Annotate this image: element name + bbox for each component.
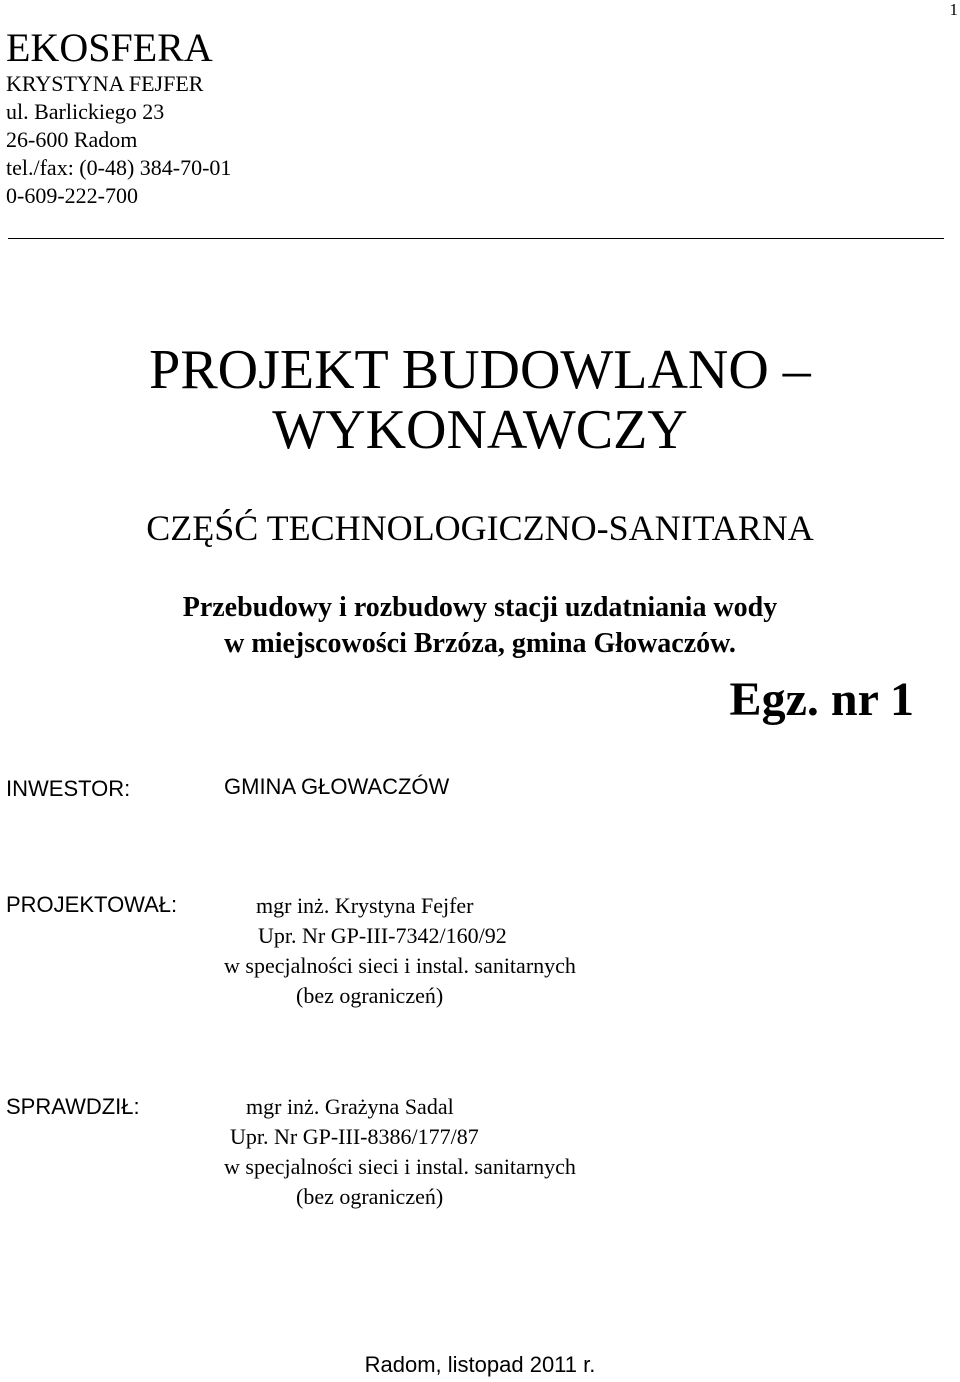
designer-label: PROJEKTOWAŁ: (6, 892, 178, 917)
header-divider (8, 238, 944, 239)
checker-block (224, 1092, 576, 1212)
description-line-1: Przebudowy i rozbudowy stacji uzdatniania wody (182, 592, 778, 623)
checker-license: Upr. Nr GP-III-8386/177/87 (230, 1124, 479, 1149)
copy-number: Egz. nr 1 (729, 673, 914, 726)
description-line-2: w miejscowości Brzóza, gmina Głowaczów. (224, 628, 736, 659)
designer-license: Upr. Nr GP-III-7342/160/92 (258, 923, 507, 948)
checker-scope: (bez ograniczeń) (296, 1184, 444, 1209)
document-title (0, 340, 960, 460)
title-line-2: WYKONAWCZY (272, 399, 688, 461)
place-date-footer: Radom, listopad 2011 r. (364, 1352, 596, 1377)
designer-scope: (bez ograniczeń) (296, 983, 444, 1008)
designer-block (224, 891, 576, 1011)
title-line-1: PROJEKT BUDOWLANO – (149, 339, 811, 401)
project-description (0, 590, 960, 662)
investor-label: INWESTOR: (6, 776, 131, 801)
company-header (6, 25, 232, 210)
company-city: 26-600 Radom (6, 127, 138, 152)
company-name: EKOSFERA (6, 25, 213, 70)
checker-label: SPRAWDZIŁ: (6, 1094, 140, 1119)
designer-name: mgr inż. Krystyna Fejfer (256, 893, 474, 918)
company-mobile: 0-609-222-700 (6, 183, 138, 208)
company-street: ul. Barlickiego 23 (6, 99, 165, 124)
company-owner: KRYSTYNA FEJFER (6, 71, 204, 96)
company-phone-fax: tel./fax: (0-48) 384-70-01 (6, 155, 232, 180)
checker-specialty: w specjalności sieci i instal. sanitarnych (224, 1154, 576, 1179)
designer-specialty: w specjalności sieci i instal. sanitarnych (224, 953, 576, 978)
page-number: 1 (949, 0, 958, 19)
investor-value: GMINA GŁOWACZÓW (224, 774, 450, 799)
checker-name: mgr inż. Grażyna Sadal (246, 1094, 454, 1119)
document-subtitle: CZĘŚĆ TECHNOLOGICZNO-SANITARNA (146, 508, 814, 548)
